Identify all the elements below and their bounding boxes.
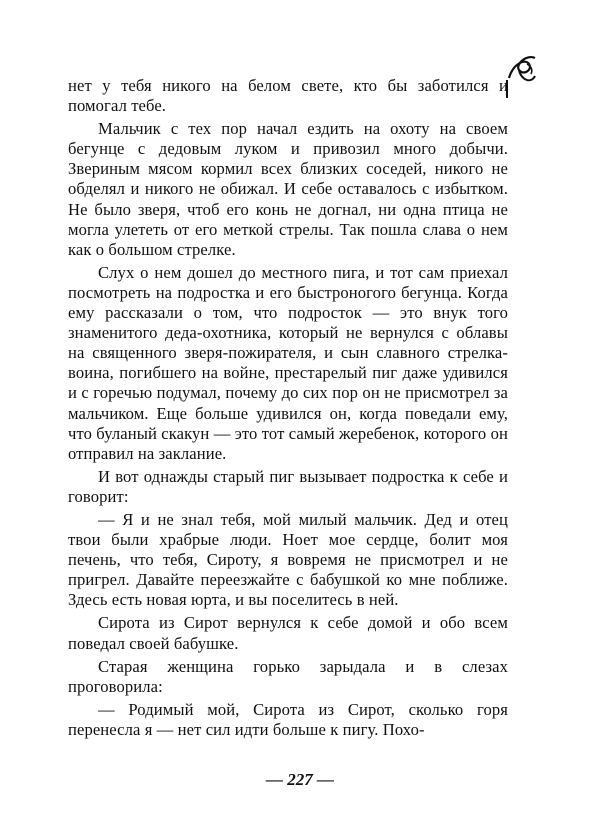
- paragraph: Слух о нем дошел до местного пига, и тот сам приехал посмотреть на подростка и его быстроногого бегунца. Когда ему рассказали о том, что подросток — это внук того знаменитого деда-охотника, который не вернулся с облавы на священного зверя-пожирателя, и сын славного стрелка-воина, погибшего на войне, престарелый пиг даже удивился и с горечью подумал, почему до сих пор он не присмотрел за мальчиком. Еще больше удивился он, когда поведали ему, что буланый скакун — это тот самый жеребенок, которого он отправил на заклание.: [68, 262, 508, 463]
- paragraph: — Родимый мой, Сирота из Сирот, сколько горя перенесла я — нет сил идти больше к пигу. Похо-: [68, 699, 508, 739]
- paragraph: Сирота из Сирот вернулся к себе домой и обо всем поведал своей бабушке.: [68, 613, 508, 653]
- paragraph: Мальчик с тех пор начал ездить на охоту на своем бегунце с дедовым луком и привозил много добычи. Звериным мясом кормил всех близких соседей, никого не обделял и никого не обижал. И себе оставалось с избытком. Не было зверя, чтоб его конь не догнал, ни одна птица не могла улететь от его меткой стрелы. Так пошла слава о нем как о большом стрелке.: [68, 119, 508, 259]
- paragraph: И вот однажды старый пиг вызывает подростка к себе и говорит:: [68, 466, 508, 506]
- page-body: [68, 76, 508, 743]
- paragraph: — Я и не знал тебя, мой милый мальчик. Дед и отец твои были храбрые люди. Ноет мое сердце, болит моя печень, что тебя, Сироту, я вовремя не присмотрел и не пригрел. Давайте переезжайте с бабушкой ко мне поближе. Здесь есть новая юрта, и вы поселитесь в ней.: [68, 509, 508, 610]
- paragraph: Старая женщина горько зарыдала и в слезах проговорила:: [68, 656, 508, 696]
- page-number: — 227 —: [266, 770, 334, 789]
- body-text: [68, 76, 508, 740]
- corner-ornament-icon: [505, 50, 539, 100]
- paragraph: нет у тебя никого на белом свете, кто бы заботился и помогал тебе.: [68, 76, 508, 116]
